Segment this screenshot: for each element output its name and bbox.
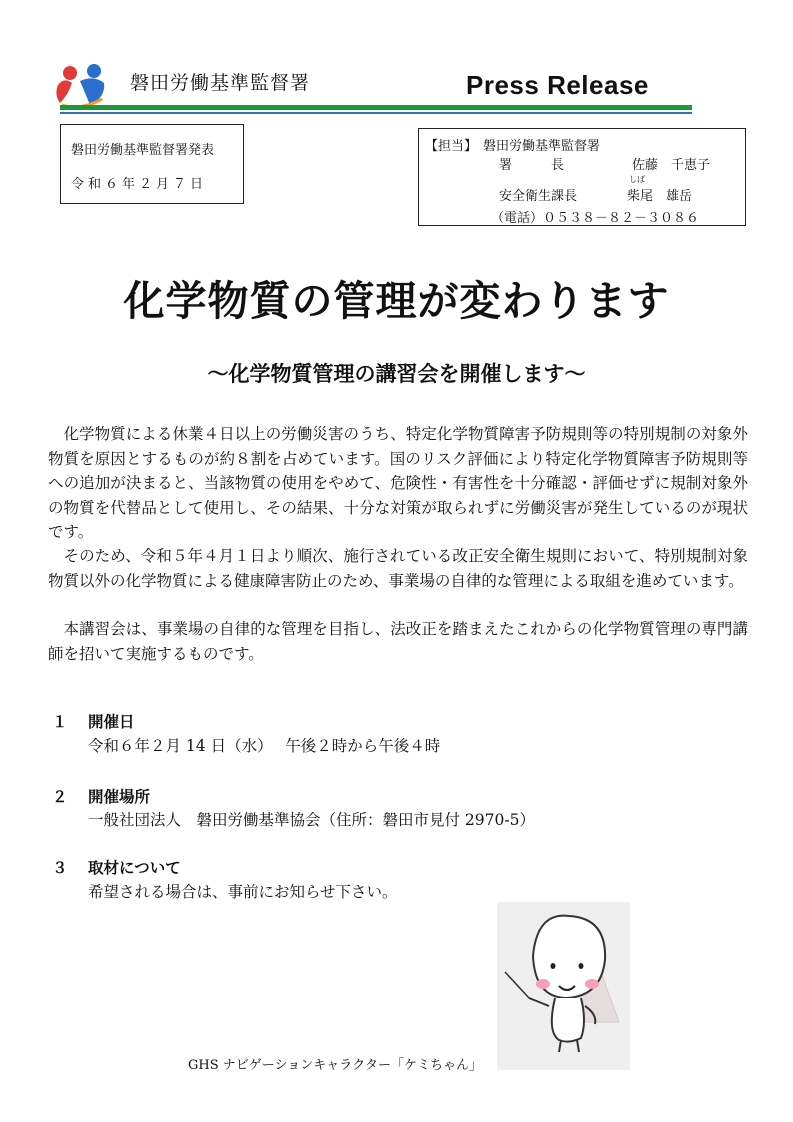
issuer-box (60, 124, 244, 204)
contact-label: 【担当】 (425, 139, 478, 154)
section-body: 一般社団法人 磐田労働基準協会（住所：磐田市見付 2970-5） (88, 811, 535, 829)
page-subtitle: ～化学物質管理の講習会を開催します～ (207, 362, 586, 386)
issue-date: 令和６年２月７日 (71, 177, 208, 192)
section-heading: 取材について (88, 859, 181, 877)
body-paragraph: 化学物質による休業４日以上の労働災害のうち、特定化学物質障害予防規則等の特別規制の対象外物質を原因とするものが約８割を占めています。国のリスク評価により特定化学物質障害予防規則等への追加が決まると、当該物質の使用をやめて、危険性・有害性を十分確認・評価せずに規制対象外の物質を代替品として使用し、その結果、十分な対策が取られずに労働災害が発生しているのが現状です。 (48, 425, 748, 541)
issuer-name: 磐田労働基準監督署発表 (71, 143, 215, 158)
contact-box (418, 128, 746, 226)
contact-title-1: 署 長 (499, 158, 565, 173)
section-number: ２ (52, 787, 68, 806)
contact-phone: （電話）０５３８－８２－３０８６ (491, 211, 700, 226)
section-heading: 開催場所 (88, 788, 151, 806)
ministry-logo-icon (50, 55, 112, 110)
body-paragraph: 本講習会は、事業場の自律的な管理を目指し、法改正を踏まえたこれからの化学物質管理の専門講師を招いて実施するものです。 (48, 620, 748, 663)
header-rule-green (60, 105, 692, 110)
mascot-caption: GHS ナビゲーションキャラクター「ケミちゃん」 (188, 1058, 482, 1073)
press-release-label: Press Release (466, 70, 649, 100)
header-rule-blue (60, 112, 692, 114)
contact-title-2: 安全衛生課長 (499, 189, 578, 204)
furigana: しば (629, 175, 645, 184)
section-body: 令和６年２月 14 日（水） 午後２時から午後４時 (88, 737, 441, 755)
mascot-character-icon (497, 902, 630, 1070)
section-heading: 開催日 (88, 713, 135, 731)
office-name: 磐田労働基準監督署 (130, 72, 311, 94)
body-paragraph: そのため、令和５年４月１日より順次、施行されている改正安全衛生規則において、特別規制対象物質以外の化学物質による健康障害防止のため、事業場の自律的な管理による取組を進めています。 (48, 547, 748, 590)
section-body: 希望される場合は、事前にお知らせ下さい。 (88, 883, 398, 901)
section-number: １ (52, 712, 68, 731)
page-title: 化学物質の管理が変わります (123, 277, 670, 325)
contact-name-2: 柴尾 雄岳 (627, 189, 693, 204)
contact-office: 磐田労働基準監督署 (483, 139, 601, 154)
section-number: ３ (52, 858, 68, 877)
contact-name-1: 佐藤 千恵子 (632, 158, 711, 173)
